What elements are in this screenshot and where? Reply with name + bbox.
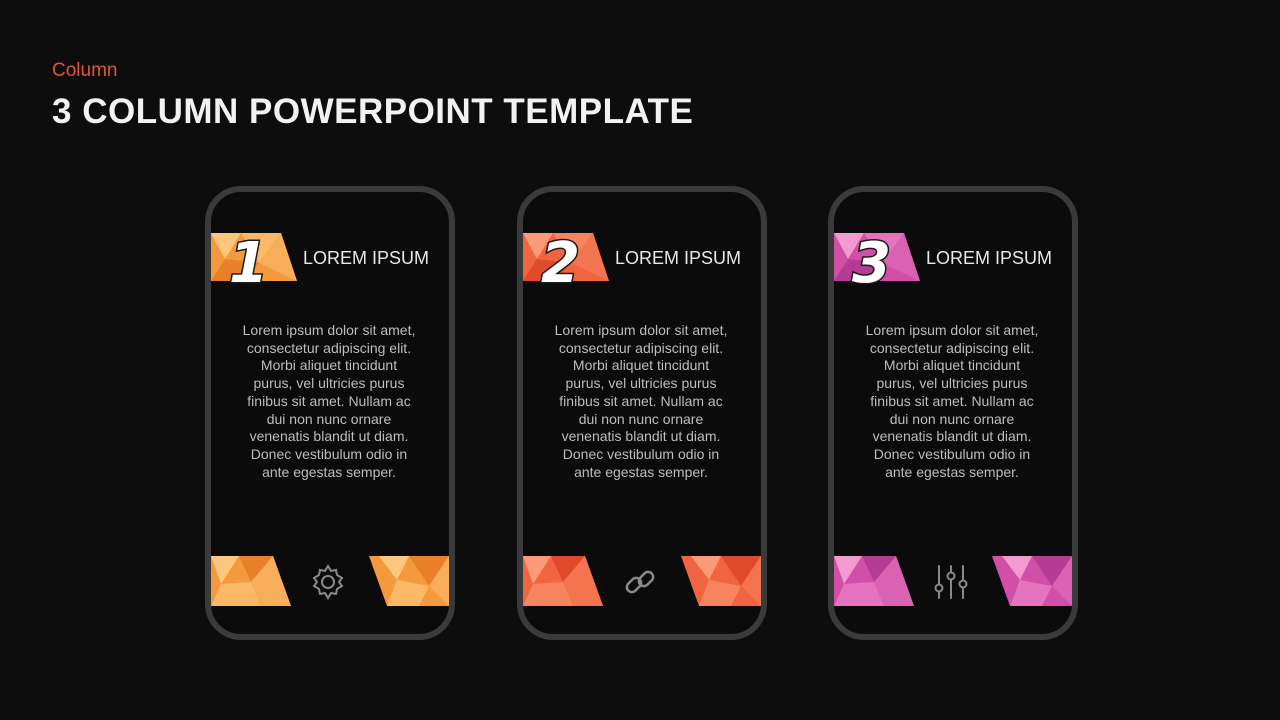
- column-heading-2: LOREM IPSUM: [615, 248, 742, 268]
- column-body-3: Lorem ipsum dolor sit amet, consectetur adipiscing elit. Morbi aliquet tincidunt purus, vel ultricies purus finibus sit amet. Nullam ac dui non nunc ornare venenatis blandit ut diam. Donec vestibulum odio in ante egestas semper.: [865, 322, 1039, 480]
- column-card-1: [205, 186, 455, 640]
- column-number-1: 1: [229, 231, 268, 296]
- decor-shape-right-1: [369, 556, 449, 606]
- column-card-3: [828, 186, 1078, 640]
- decor-shape-left-3: [834, 556, 914, 606]
- sliders-icon: [931, 562, 971, 602]
- column-number-2: 2: [541, 231, 580, 296]
- decor-shape-left-2: [523, 556, 603, 606]
- link-icon: [620, 562, 660, 602]
- decor-shape-right-3: [992, 556, 1072, 606]
- gear-icon: [308, 562, 348, 602]
- column-card-2: [517, 186, 767, 640]
- subtitle: Column: [52, 60, 118, 81]
- column-body-2: Lorem ipsum dolor sit amet, consectetur adipiscing elit. Morbi aliquet tincidunt purus, vel ultricies purus finibus sit amet. Nullam ac dui non nunc ornare venenatis blandit ut diam. Donec vestibulum odio in ante egestas semper.: [554, 322, 728, 480]
- decor-shape-left-1: [211, 556, 291, 606]
- decor-shape-right-2: [681, 556, 761, 606]
- column-heading-1: LOREM IPSUM: [303, 248, 430, 268]
- page-title: 3 COLUMN POWERPOINT TEMPLATE: [52, 92, 694, 131]
- column-heading-3: LOREM IPSUM: [926, 248, 1053, 268]
- column-number-3: 3: [852, 231, 891, 296]
- column-body-1: Lorem ipsum dolor sit amet, consectetur adipiscing elit. Morbi aliquet tincidunt purus, vel ultricies purus finibus sit amet. Nullam ac dui non nunc ornare venenatis blandit ut diam. Donec vestibulum odio in ante egestas semper.: [242, 322, 416, 480]
